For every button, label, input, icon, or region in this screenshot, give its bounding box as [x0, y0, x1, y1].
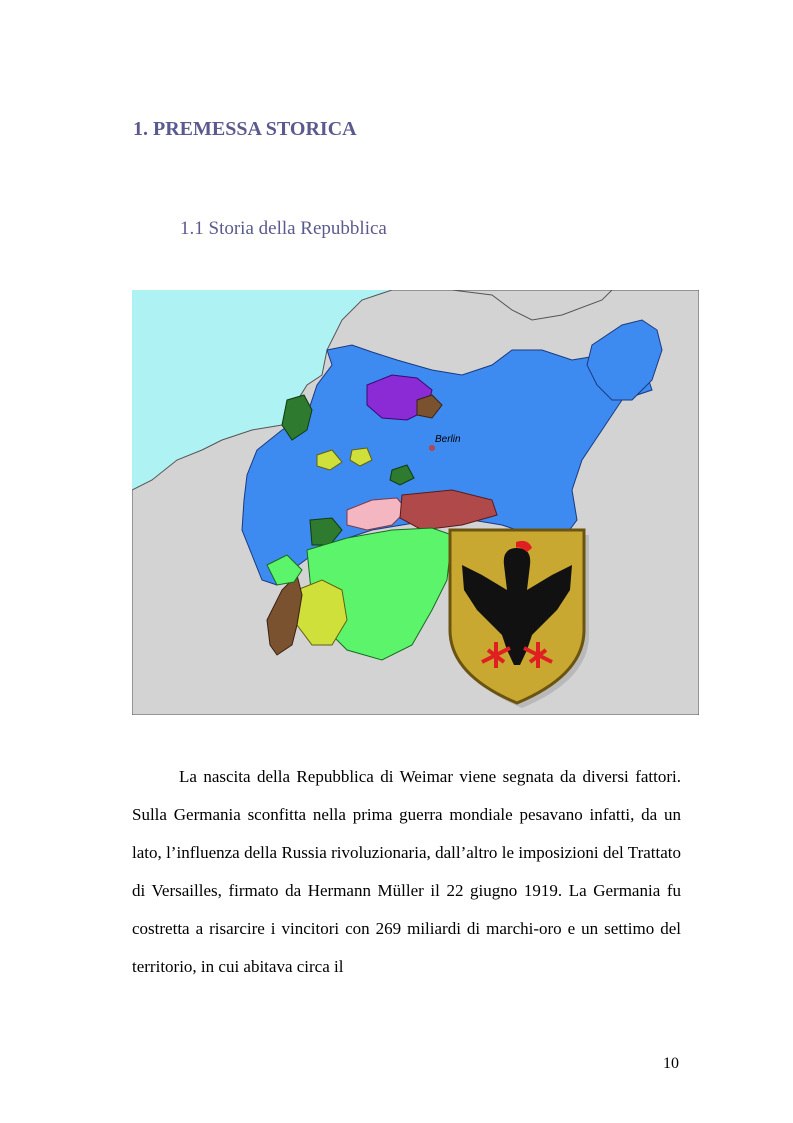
- weimar-map-illustration: [132, 290, 699, 715]
- section-title: 1.1 Storia della Repubblica: [180, 218, 387, 239]
- berlin-label: Berlin: [435, 434, 461, 445]
- weimar-germany-map-figure: [132, 290, 699, 715]
- page-number: 10: [663, 1055, 679, 1072]
- berlin-marker: [429, 445, 435, 451]
- chapter-title: 1. PREMESSA STORICA: [133, 118, 357, 140]
- body-paragraph: La nascita della Repubblica di Weimar viene segnata da diversi fattori. Sulla Germania sconfitta nella prima guerra mondiale pesavano infatti, da un lato, l’influenza della Russia rivoluzionaria, dall’altro le imposizioni del Trattato di Versailles, firmato da Hermann Müller il 22 giugno 1919. La Germania fu costretta a risarcire i vincitori con 269 miliardi di marchi-oro e un settimo del territorio, in cui abitava circa il: [132, 767, 681, 976]
